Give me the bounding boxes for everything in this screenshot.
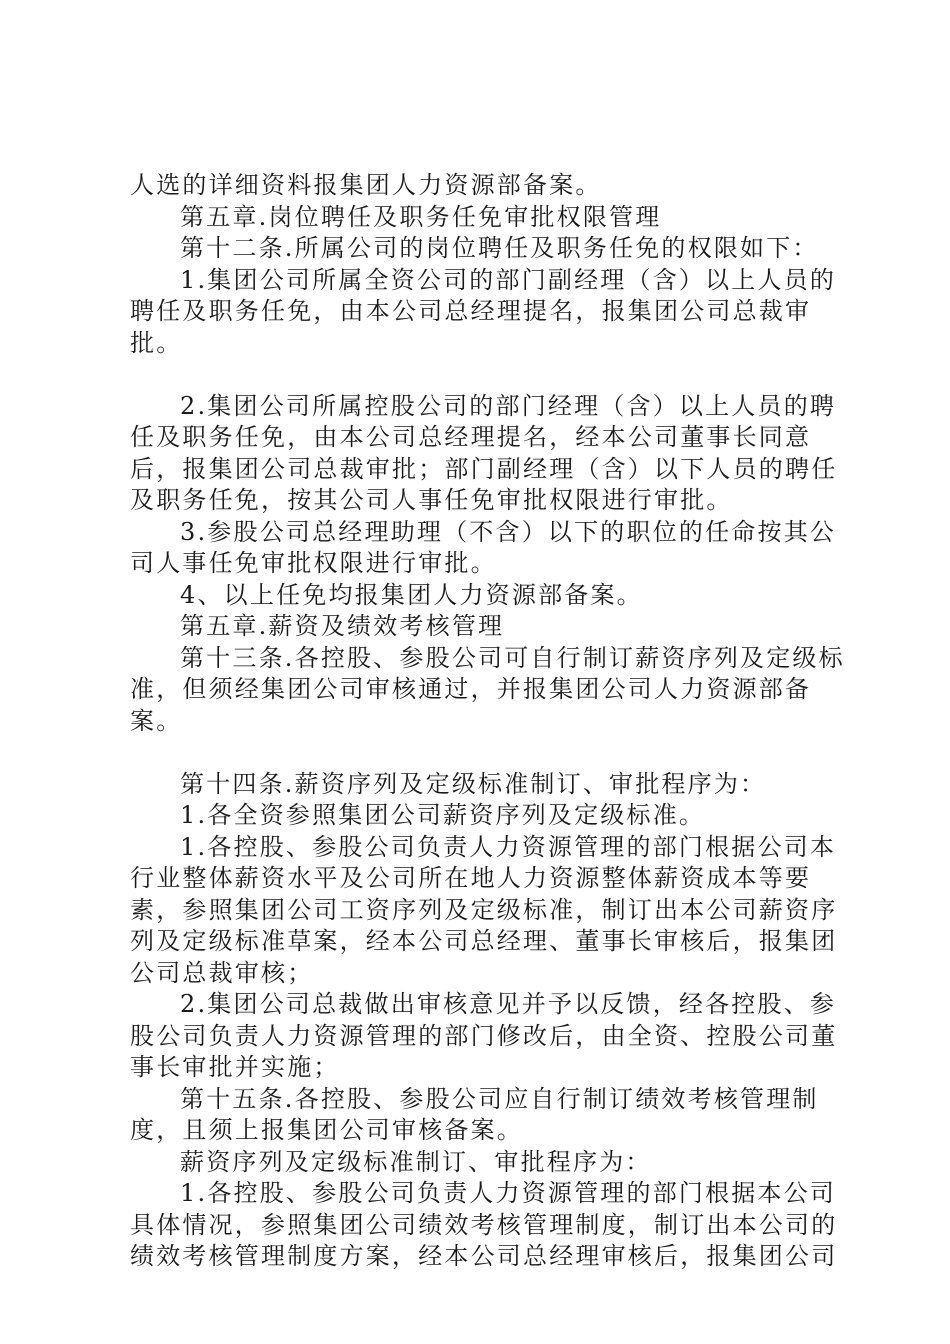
article-12-item-3: 3.参股公司总经理助理（不含）以下的职位的任命按其公司人事任免审批权限进行审批。 (130, 517, 837, 577)
article-13: 第十三条.各控股、参股公司可自行制订薪资序列及定级标准，但须经集团公司审核通过，并报集团公司人力资源部备案。 (130, 643, 845, 735)
article-14-item-1a: 1.各全资参照集团公司薪资序列及定级标准。 (180, 801, 706, 829)
procedure-item-1: 1.各控股、参股公司负责人力资源管理的部门根据本公司具体情况，参照集团公司绩效考核管理制度，制订出本公司的绩效考核管理制度方案，经本公司总经理审核后，报集团公司 (130, 1179, 838, 1270)
article-12-item-1: 1.集团公司所属全资公司的部门副经理（含）以上人员的聘任及职务任免，由本公司总经理提名，报集团公司总裁审批。 (130, 265, 837, 357)
article-14-item-2: 2.集团公司总裁做出审核意见并予以反馈，经各控股、参股公司负责人力资源管理的部门修改后，由全资、控股公司董事长审批并实施； (130, 990, 838, 1081)
article-14-item-1b: 1.各控股、参股公司负责人力资源管理的部门根据公司本行业整体薪资水平及公司所在地人力资源整体薪资成本等要素，参照集团公司工资序列及定级标准，制订出本公司薪资序列及定级标准草案，经本公司总经理、董事长审核后，报集团公司总裁审核； (130, 832, 838, 987)
article-12-item-4: 4、以上任免均报集团人力资源部备案。 (180, 580, 643, 609)
article-15: 第十五条.各控股、参股公司应自行制订绩效考核管理制度，且须上报集团公司审核备案。 (130, 1084, 819, 1144)
chapter-heading-appointment: 第五章.岗位聘任及职务任免审批权限管理 (180, 202, 662, 231)
article-12: 第十二条.所属公司的岗位聘任及职务任免的权限如下： (180, 234, 819, 262)
article-14: 第十四条.薪资序列及定级标准制订、审批程序为： (180, 769, 767, 798)
procedure-heading: 薪资序列及定级标准制订、审批程序为： (180, 1147, 652, 1176)
article-12-item-2: 2.集团公司所属控股公司的部门经理（含）以上人员的聘任及职务任免，由本公司总经理提名，经本公司董事长同意后，报集团公司总裁审批；部门副经理（含）以下人员的聘任及职务任免，按其公司人事任免审批权限进行审批。 (130, 391, 838, 514)
paragraph-continuation: 人选的详细资料报集团人力资源部备案。 (130, 171, 602, 199)
document-body (130, 170, 850, 1273)
chapter-heading-salary: 第五章.薪资及绩效考核管理 (180, 612, 505, 640)
